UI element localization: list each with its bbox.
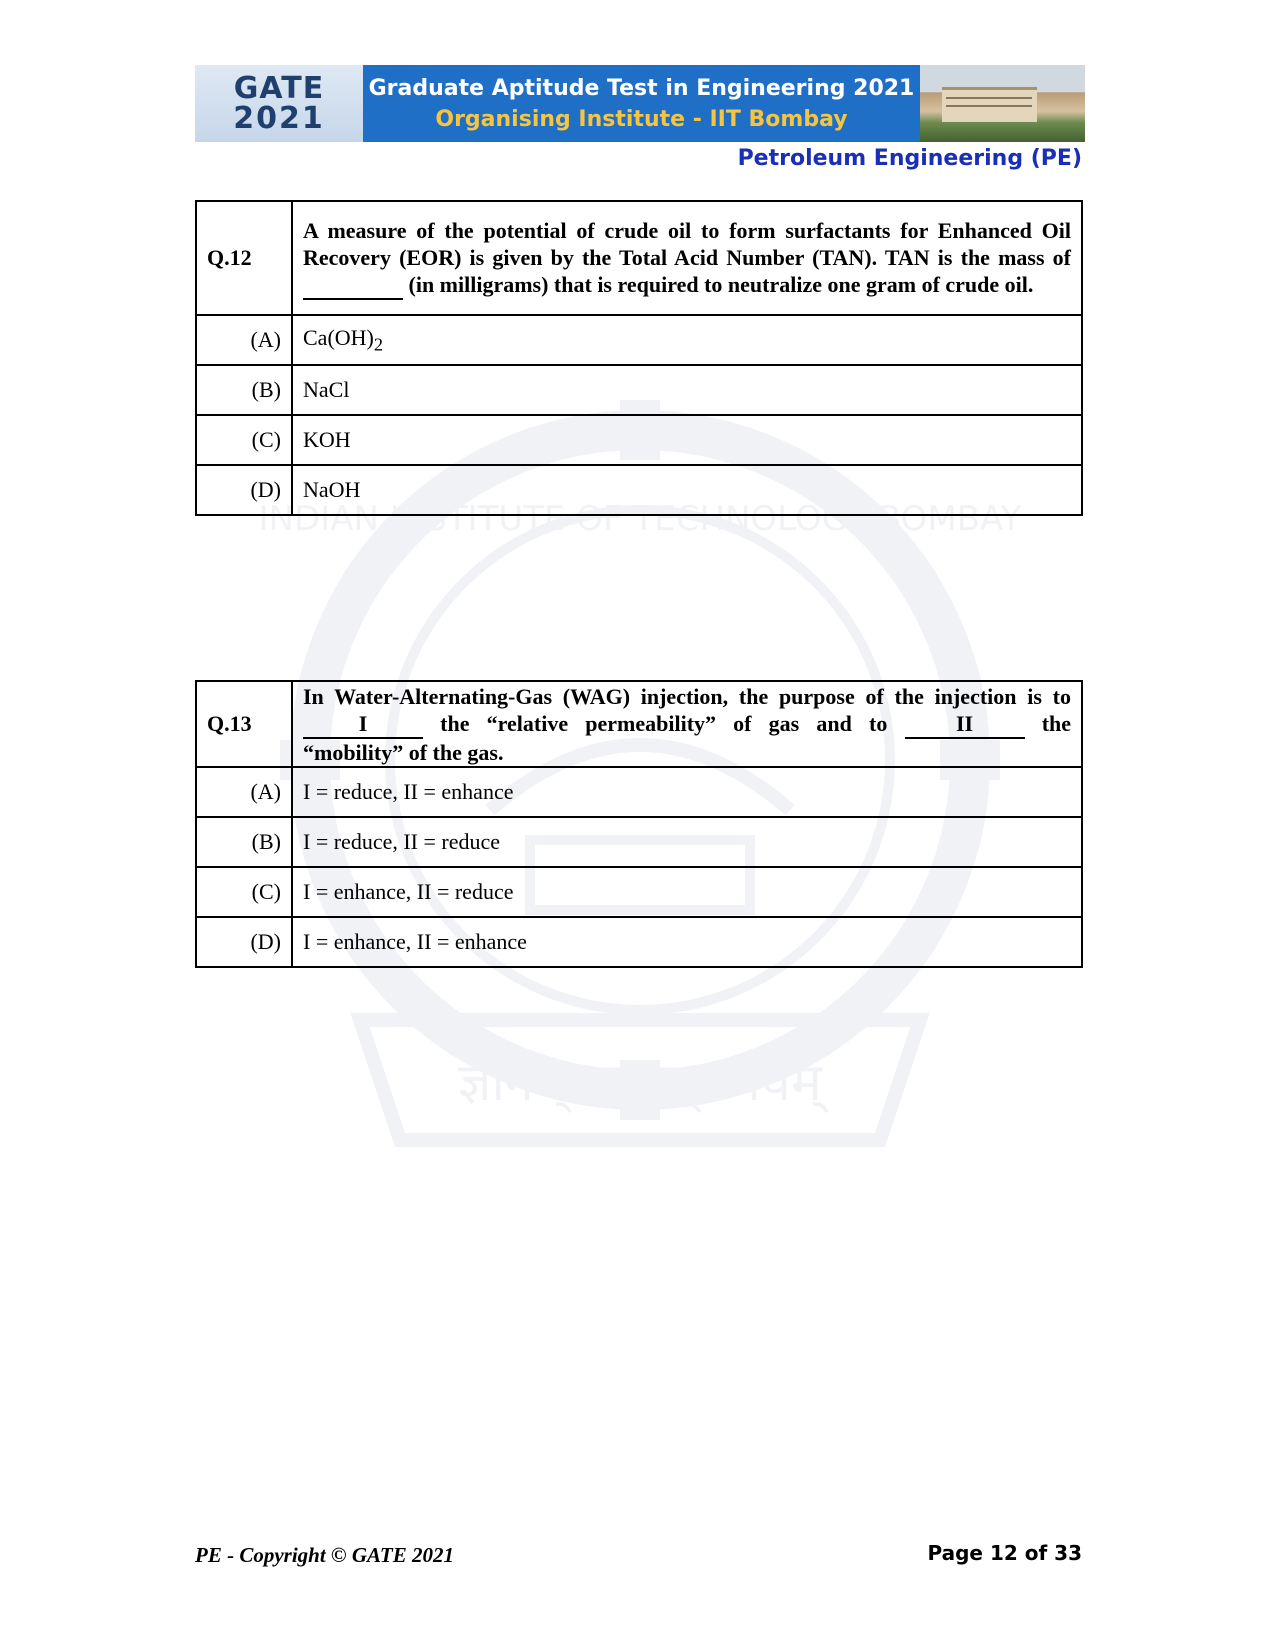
option-label: (D) bbox=[196, 465, 292, 515]
option-label: (A) bbox=[196, 767, 292, 817]
option-text: I = enhance, II = enhance bbox=[292, 917, 1082, 967]
page-number: Page 12 of 33 bbox=[927, 1541, 1082, 1565]
banner-title bbox=[363, 65, 920, 142]
logo-text-gate: GATE bbox=[233, 70, 325, 106]
option-text: NaCl bbox=[292, 365, 1082, 415]
option-row bbox=[196, 767, 1082, 817]
option-row bbox=[196, 365, 1082, 415]
question-stem: A measure of the potential of crude oil to form surfactants for Enhanced Oil Recovery (EOR) is given by the Total Acid Number (TAN). TAN is the mass of (in milligrams) that is required to neutralize one gram of crude oil. bbox=[292, 201, 1082, 315]
watermark-ring-text: INDIAN INSTITUTE OF TECHNOLOGY BOMBAY bbox=[258, 499, 1022, 539]
option-label: (D) bbox=[196, 917, 292, 967]
option-row bbox=[196, 867, 1082, 917]
option-row bbox=[196, 465, 1082, 515]
question-number: Q.12 bbox=[196, 201, 292, 315]
exam-title: Graduate Aptitude Test in Engineering 2021 bbox=[368, 75, 915, 101]
answer-blank-2: II bbox=[905, 710, 1025, 739]
answer-blank bbox=[303, 271, 403, 300]
organising-institute: Organising Institute - IIT Bombay bbox=[435, 106, 848, 132]
gate-logo bbox=[195, 65, 363, 142]
option-label: (B) bbox=[196, 817, 292, 867]
option-text: I = reduce, II = reduce bbox=[292, 817, 1082, 867]
question-table-q12 bbox=[195, 200, 1083, 516]
option-label: (C) bbox=[196, 415, 292, 465]
question-number: Q.13 bbox=[196, 681, 292, 767]
subject-title: Petroleum Engineering (PE) bbox=[737, 146, 1082, 171]
option-label: (C) bbox=[196, 867, 292, 917]
option-text: KOH bbox=[292, 415, 1082, 465]
option-row bbox=[196, 817, 1082, 867]
option-row bbox=[196, 917, 1082, 967]
gate-header-banner bbox=[195, 65, 1085, 142]
option-text: I = enhance, II = reduce bbox=[292, 867, 1082, 917]
answer-blank-1: I bbox=[303, 710, 423, 739]
option-label: (A) bbox=[196, 315, 292, 365]
option-row bbox=[196, 415, 1082, 465]
option-label: (B) bbox=[196, 365, 292, 415]
option-text: $Ca(OH)_2$ bbox=[292, 315, 1082, 365]
institute-building-photo bbox=[920, 65, 1085, 142]
question-stem: In Water-Alternating-Gas (WAG) injection, the purpose of the injection is to I the “relative permeability” of gas and to II the “mobility” of the gas. bbox=[292, 681, 1082, 767]
option-row bbox=[196, 315, 1082, 365]
logo-text-year: 2021 bbox=[233, 100, 325, 136]
footer-copyright: PE - Copyright © GATE 2021 bbox=[195, 1543, 454, 1567]
option-text: NaOH bbox=[292, 465, 1082, 515]
watermark-motto: ज्ञानम् परमम् ध्येयम् bbox=[458, 1053, 822, 1113]
option-text: I = reduce, II = enhance bbox=[292, 767, 1082, 817]
question-table-q13 bbox=[195, 680, 1083, 968]
